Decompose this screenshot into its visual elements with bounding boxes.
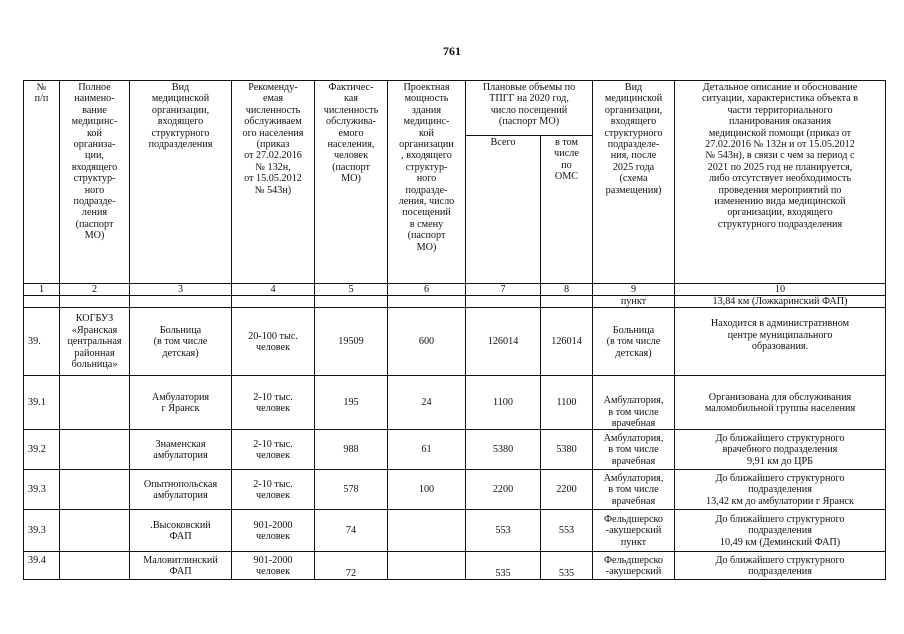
cell-total: 553	[466, 510, 541, 552]
header-including-oms: в том числе по ОМС	[541, 136, 593, 284]
header-org-name: Полное наимено- вание медицинс- кой организа- ции, входящего структур- ного подразде- ления (паспорт МО)	[60, 81, 130, 284]
cell-total: 1100	[466, 376, 541, 430]
cell-oms: 2200	[541, 470, 593, 510]
cell-design-capacity: 600	[388, 308, 466, 376]
cell-actual-population: 195	[315, 376, 388, 430]
cell-org-type: .Высоковский ФАП	[130, 510, 232, 552]
column-numbers-row	[24, 284, 886, 296]
cell-detail: До ближайшего структурного подразделения 13,42 км до амбулатории г Яранск	[675, 470, 886, 510]
cell-type-after: Амбулатория, в том числе врачебная	[593, 376, 675, 430]
cell-design-capacity	[388, 552, 466, 580]
cell-recommended-population: 2-10 тыс. человек	[232, 470, 315, 510]
cell-actual-population: 74	[315, 510, 388, 552]
table-row	[24, 552, 886, 580]
cell-type-after: Амбулатория, в том числе врачебная	[593, 430, 675, 470]
cell-oms: 5380	[541, 430, 593, 470]
cell-type-after: Амбулатория, в том числе врачебная	[593, 470, 675, 510]
cell-oms: 553	[541, 510, 593, 552]
column-number: 7	[466, 284, 541, 296]
cell-detail: Находится в административном центре муниципального образования.	[675, 308, 886, 376]
cell-design-capacity: 100	[388, 470, 466, 510]
table-row	[24, 430, 886, 470]
cell-org-name	[60, 470, 130, 510]
cell-number: 39.3	[24, 470, 60, 510]
cell-actual-population: 988	[315, 430, 388, 470]
table-row	[24, 376, 886, 430]
header-design-capacity: Проектная мощность здания медицинс- кой организации , входящего структур- ного подразде- ления, число посещений в смену (паспорт МО)	[388, 81, 466, 284]
cell-org-type: Маловитлинский ФАП	[130, 552, 232, 580]
cell-org-type: Больница (в том числе детская)	[130, 308, 232, 376]
column-number: 8	[541, 284, 593, 296]
column-number: 6	[388, 284, 466, 296]
cell-number: 39.4	[24, 552, 60, 580]
cell-detail: До ближайшего структурного подразделения	[675, 552, 886, 580]
header-recommended-population: Рекоменду- емая численность обслуживаем ого населения (приказ от 27.02.2016 № 132н, от 15.05.2012 № 543н)	[232, 81, 315, 284]
header-total: Всего	[466, 136, 541, 284]
cell-oms: 126014	[541, 308, 593, 376]
column-number: 1	[24, 284, 60, 296]
cell-type-after: пункт	[593, 296, 675, 308]
column-number: 4	[232, 284, 315, 296]
cell-detail: 13,84 км (Ложкаринский ФАП)	[675, 296, 886, 308]
table-row	[24, 308, 886, 376]
header-planned-volumes: Плановые объемы по ТПГГ на 2020 год, число посещений (паспорт МО)	[466, 81, 593, 136]
cell-recommended-population: 901-2000 человек	[232, 552, 315, 580]
cell-org-name	[60, 376, 130, 430]
cell-org-name	[60, 510, 130, 552]
cell-org-name	[60, 552, 130, 580]
cell-oms: 535	[541, 552, 593, 580]
cell-design-capacity: 24	[388, 376, 466, 430]
header-org-type: Вид медицинской организации, входящего структурного подразделения	[130, 81, 232, 284]
cell-recommended-population: 2-10 тыс. человек	[232, 430, 315, 470]
cell-org-name: КОГБУЗ «Яранская центральная районная больница»	[60, 308, 130, 376]
header-actual-population: Фактичес- кая численность обслужива- емого населения, человек (паспорт МО)	[315, 81, 388, 284]
cell-oms: 1100	[541, 376, 593, 430]
cell-total: 2200	[466, 470, 541, 510]
cell-design-capacity: 61	[388, 430, 466, 470]
cell-org-type: Амбулатория г Яранск	[130, 376, 232, 430]
cell-total: 126014	[466, 308, 541, 376]
cell-number: 39.	[24, 308, 60, 376]
cell-org-type: Знаменская амбулатория	[130, 430, 232, 470]
cell-actual-population: 72	[315, 552, 388, 580]
cell-detail: До ближайшего структурного врачебного подразделения 9,91 км до ЦРБ	[675, 430, 886, 470]
page-number: 761	[443, 44, 461, 58]
cell-actual-population: 578	[315, 470, 388, 510]
cell-total: 5380	[466, 430, 541, 470]
table-header-row	[24, 81, 886, 136]
table-row	[24, 470, 886, 510]
table-row	[24, 510, 886, 552]
cell-total: 535	[466, 552, 541, 580]
header-org-type-after-2025: Вид медицинской организации, входящего структурного подразделе- ния, после 2025 года (схема размещения)	[593, 81, 675, 284]
column-number: 5	[315, 284, 388, 296]
cell-recommended-population: 2-10 тыс. человек	[232, 376, 315, 430]
header-detailed-description: Детальное описание и обоснование ситуации, характеристика объекта в части территориального планирования оказания медицинской помощи (приказ от 27.02.2016 № 132н и от 15.05.2012 № 543н), в связи с чем за период с 2021 по 2025 год не планируется, либо отсутствует необходимость проведения мероприятий по изменению вида медицинской организации, входящего структурного подразделения	[675, 81, 886, 284]
cell-number: 39.2	[24, 430, 60, 470]
cell-recommended-population: 901-2000 человек	[232, 510, 315, 552]
column-number: 9	[593, 284, 675, 296]
cell-number: 39.1	[24, 376, 60, 430]
cell-actual-population: 19509	[315, 308, 388, 376]
cell-detail: Организована для обслуживания маломобильной группы населения	[675, 376, 886, 430]
cell-detail: До ближайшего структурного подразделения 10,49 км (Деминский ФАП)	[675, 510, 886, 552]
cell-org-type: Опытнопольская амбулатория	[130, 470, 232, 510]
column-number: 2	[60, 284, 130, 296]
cell-design-capacity	[388, 510, 466, 552]
cell-number: 39.3	[24, 510, 60, 552]
column-number: 10	[675, 284, 886, 296]
cell-type-after: Фельдшерско -акушерский	[593, 552, 675, 580]
cell-recommended-population: 20-100 тыс. человек	[232, 308, 315, 376]
cell-type-after: Фельдшерско -акушерский пункт	[593, 510, 675, 552]
continuation-row	[24, 296, 886, 308]
cell-org-name	[60, 430, 130, 470]
cell-type-after: Больница (в том числе детская)	[593, 308, 675, 376]
column-number: 3	[130, 284, 232, 296]
header-number: № п/п	[24, 81, 60, 284]
health-facilities-table	[23, 80, 886, 580]
